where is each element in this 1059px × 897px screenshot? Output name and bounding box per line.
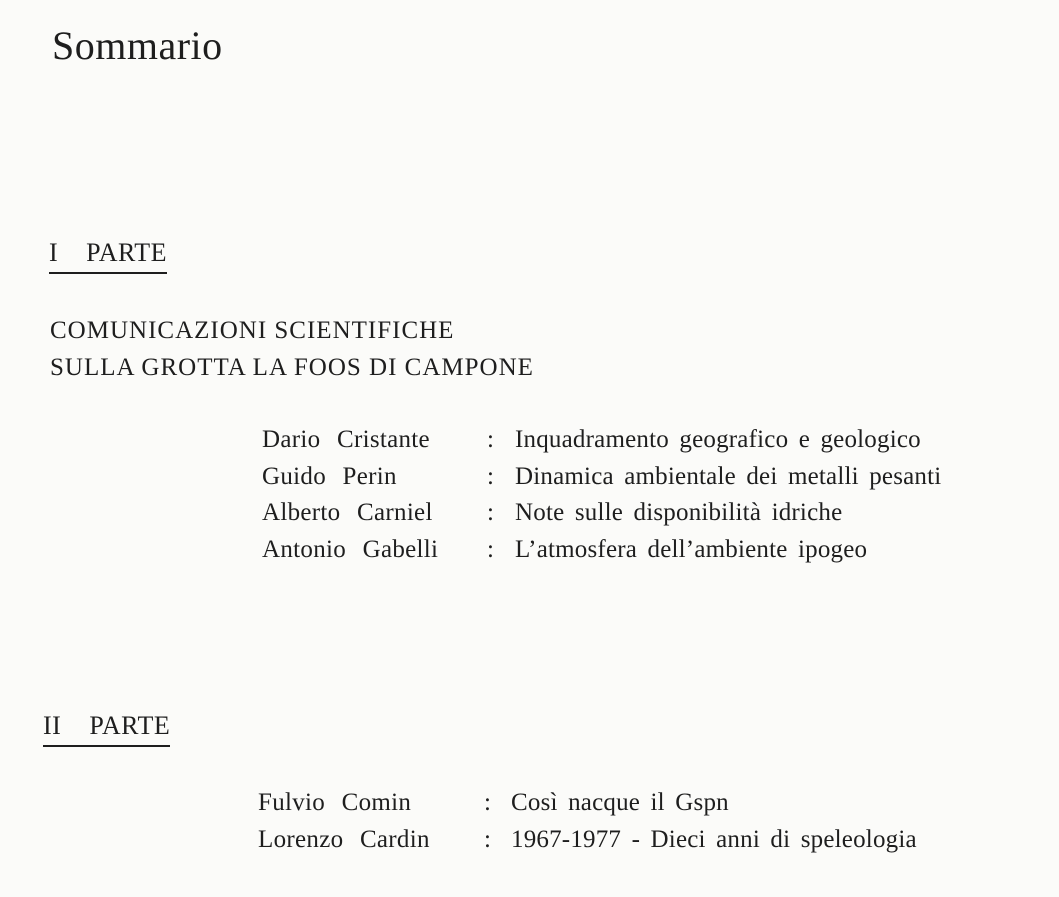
entry-author: Antonio Gabelli — [262, 535, 439, 563]
entry-topic: Inquadramento geografico e geologico — [515, 426, 921, 453]
entry-author: Guido Perin — [262, 462, 397, 490]
entry-separator: : — [487, 499, 494, 526]
entry-author: Dario Cristante — [262, 426, 430, 453]
entry-separator: : — [487, 535, 494, 563]
part-two-heading — [43, 711, 170, 747]
entry-topic: 1967-1977 - Dieci anni di speleologia — [511, 825, 917, 853]
part-two-numeral: II — [43, 711, 62, 740]
entry-topic: Note sulle disponibilità idriche — [515, 499, 843, 526]
entry-author: Alberto Carniel — [262, 499, 433, 526]
part-one-label: PARTE — [86, 238, 168, 267]
part-two-label: PARTE — [89, 711, 171, 740]
entry-topic: Così nacque il Gspn — [511, 789, 729, 816]
part-one-heading — [49, 238, 167, 274]
entry-separator: : — [487, 462, 494, 490]
page-title: Sommario — [52, 23, 223, 68]
section-title-line-2: SULLA GROTTA LA FOOS DI CAMPONE — [50, 354, 534, 381]
entry-separator: : — [484, 825, 491, 853]
entry-author: Lorenzo Cardin — [258, 825, 430, 853]
entry-topic: L’atmosfera dell’ambiente ipogeo — [515, 535, 868, 563]
entry-separator: : — [484, 789, 491, 816]
entry-author: Fulvio Comin — [258, 789, 412, 816]
part-one-section-title — [50, 312, 534, 386]
entry-separator: : — [487, 426, 494, 453]
part-one-numeral: I — [49, 238, 59, 267]
entry-topic: Dinamica ambientale dei metalli pesanti — [515, 462, 942, 490]
section-title-line-1: COMUNICAZIONI SCIENTIFICHE — [50, 317, 455, 344]
